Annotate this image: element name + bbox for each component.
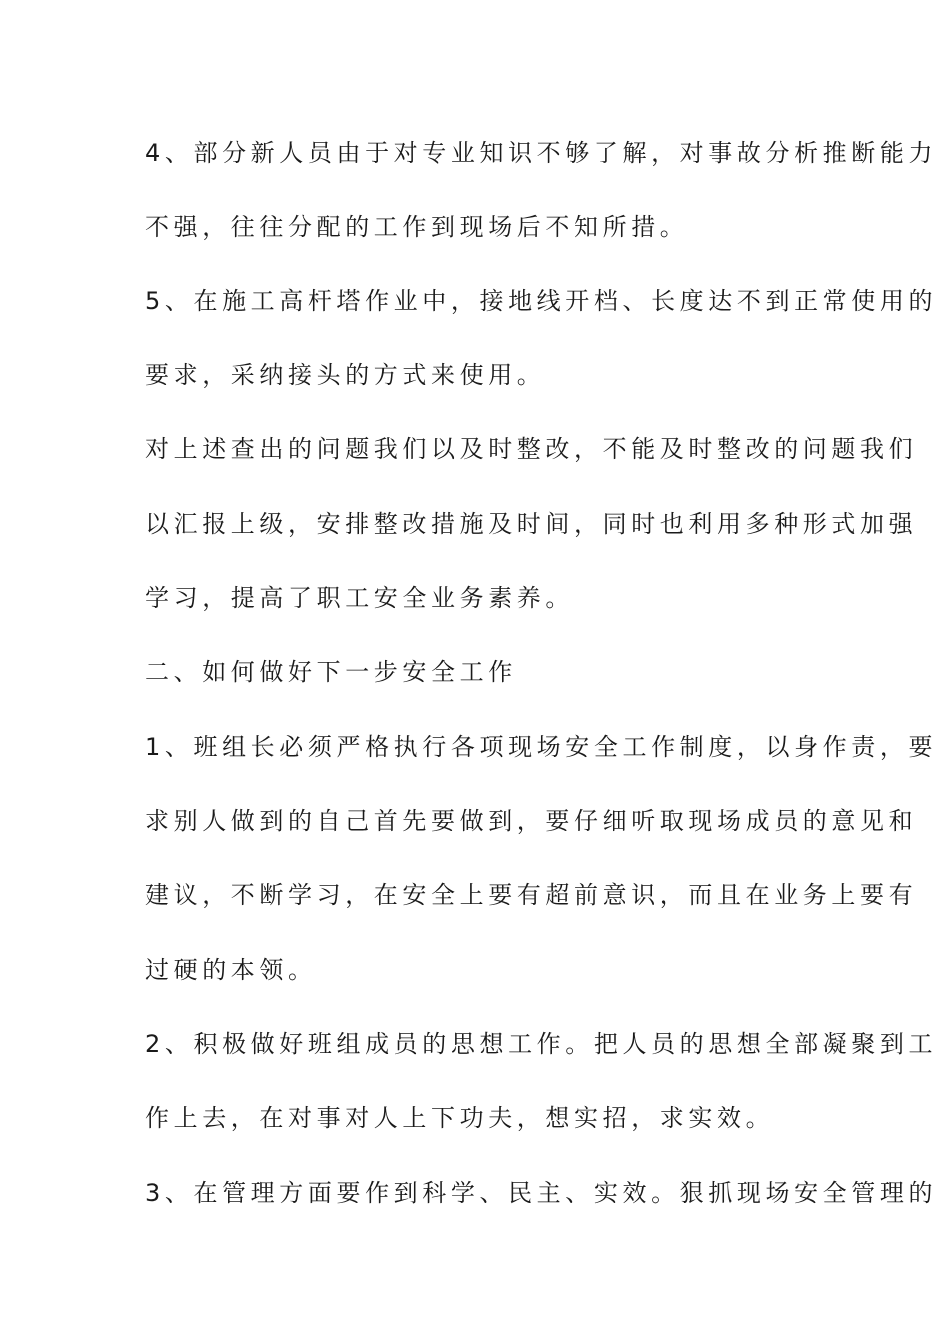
- text-line: 以汇报上级，安排整改措施及时间，同时也利用多种形式加强: [145, 510, 918, 538]
- text-line: 对上述查出的问题我们以及时整改，不能及时整改的问题我们: [145, 435, 918, 463]
- section-heading: 二、如何做好下一步安全工作: [145, 658, 517, 686]
- text-line: 求别人做到的自己首先要做到，要仔细听取现场成员的意见和: [145, 807, 918, 835]
- text-line: 3、在管理方面要作到科学、民主、实效。狠抓现场安全管理的: [145, 1179, 938, 1207]
- text-line: 要求，采纳接头的方式来使用。: [145, 361, 546, 389]
- text-line: 学习，提高了职工安全业务素养。: [145, 584, 574, 612]
- text-line: 4、部分新人员由于对专业知识不够了解，对事故分析推断能力: [145, 139, 938, 167]
- text-line: 不强，往往分配的工作到现场后不知所措。: [145, 213, 689, 241]
- text-line: 过硬的本领。: [145, 956, 317, 984]
- text-line: 建议，不断学习，在安全上要有超前意识，而且在业务上要有: [145, 881, 918, 909]
- text-line: 5、在施工高杆塔作业中，接地线开档、长度达不到正常使用的: [145, 287, 938, 315]
- text-line: 2、积极做好班组成员的思想工作。把人员的思想全部凝聚到工: [145, 1030, 938, 1058]
- text-line: 1、班组长必须严格执行各项现场安全工作制度，以身作责，要: [145, 733, 938, 761]
- text-line: 作上去，在对事对人上下功夫，想实招，求实效。: [145, 1104, 775, 1132]
